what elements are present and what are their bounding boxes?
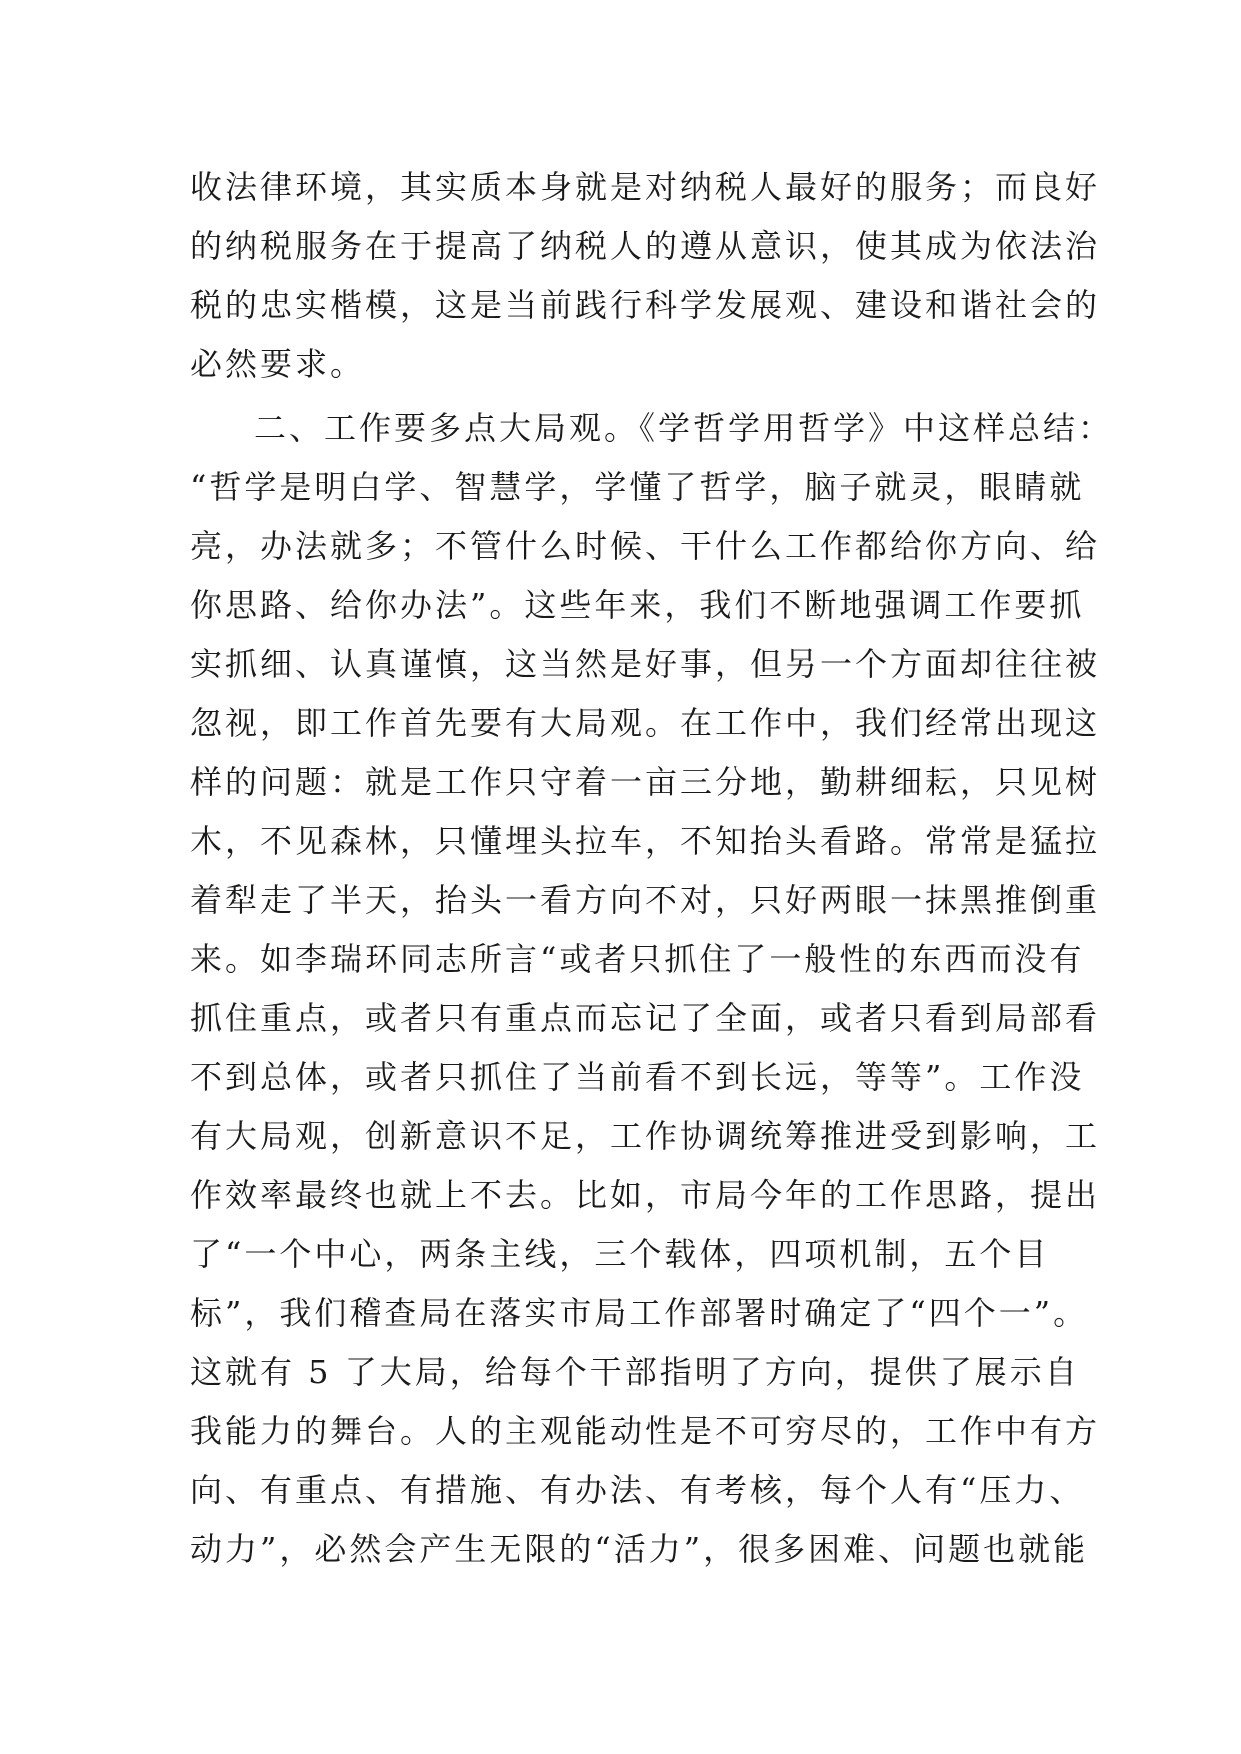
- text-line: 抓住重点，或者只有重点而忘记了全面，或者只看到局部看: [190, 999, 1101, 1037]
- paragraph-start-line: 二、工作要多点大局观。《学哲学用哲学》中这样总结：: [254, 409, 1114, 447]
- text-line: 动力”，必然会产生无限的“活力”，很多困难、问题也就能: [190, 1530, 1089, 1568]
- text-line: 有大局观，创新意识不足，工作协调统筹推进受到影响，工: [190, 1117, 1101, 1155]
- text-line: 着犁走了半天，抬头一看方向不对，只好两眼一抹黑推倒重: [190, 881, 1101, 919]
- text-line: 来。如李瑞环同志所言“或者只抓住了一般性的东西而没有: [190, 940, 1085, 978]
- text-line: 你思路、给你办法”。这些年来，我们不断地强调工作要抓: [190, 586, 1085, 624]
- text-line: 木，不见森林，只懂埋头拉车，不知抬头看路。常常是猛拉: [190, 822, 1101, 860]
- text-line: 必然要求。: [190, 345, 366, 383]
- text-line: 作效率最终也就上不去。比如，市局今年的工作思路，提出: [190, 1176, 1101, 1214]
- text-line: 样的问题：就是工作只守着一亩三分地，勤耕细耘，只见树: [190, 763, 1101, 801]
- text-line: 税的忠实楷模，这是当前践行科学发展观、建设和谐社会的: [190, 286, 1101, 324]
- text-line: 亮，办法就多；不管什么时候、干什么工作都给你方向、给: [190, 527, 1101, 565]
- body-text: [190, 158, 1114, 1579]
- text-line: 忽视，即工作首先要有大局观。在工作中，我们经常出现这: [190, 704, 1101, 742]
- text-line: 实抓细、认真谨慎，这当然是好事，但另一个方面却往往被: [190, 645, 1101, 683]
- text-line: 我能力的舞台。人的主观能动性是不可穷尽的，工作中有方: [190, 1412, 1101, 1450]
- text-line: 收法律环境，其实质本身就是对纳税人最好的服务；而良好: [190, 168, 1101, 206]
- text-line: 标”，我们稽查局在落实市局工作部署时确定了“四个一”。: [190, 1294, 1089, 1332]
- text-line: 这就有 5 了大局，给每个干部指明了方向，提供了展示自: [190, 1353, 1080, 1391]
- text-line: “哲学是明白学、智慧学，学懂了哲学，脑子就灵，眼睛就: [190, 468, 1085, 506]
- text-line: 的纳税服务在于提高了纳税人的遵从意识，使其成为依法治: [190, 227, 1101, 265]
- text-line: 向、有重点、有措施、有办法、有考核，每个人有“压力、: [190, 1471, 1085, 1509]
- text-line: 不到总体，或者只抓住了当前看不到长远，等等”。工作没: [190, 1058, 1085, 1096]
- text-line: 了“一个中心，两条主线，三个载体，四项机制，五个目: [190, 1235, 1050, 1273]
